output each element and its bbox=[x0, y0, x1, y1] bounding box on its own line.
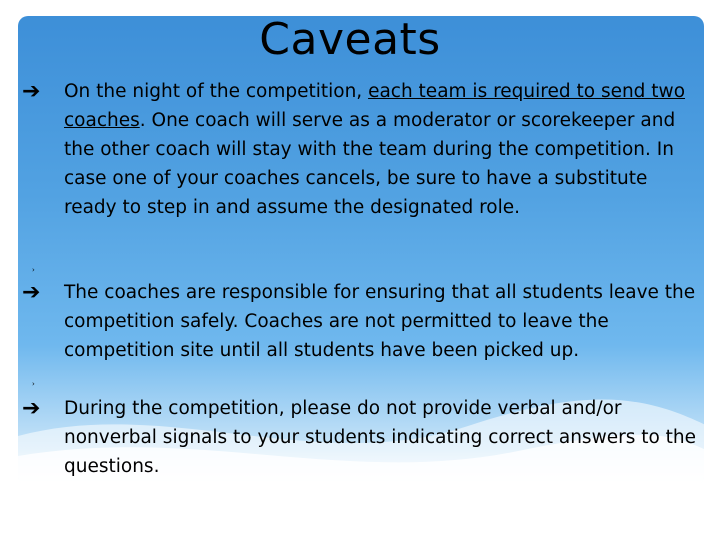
bullet-text bbox=[64, 77, 702, 222]
arrow-bullet-icon: ➔ bbox=[22, 396, 41, 421]
bullet-text-part: . One coach will serve as a moderator or scorekeeper and the other coach will stay with the team during the competition. In case one of your coaches cancels, be sure to have a substitute ready to step in and assume the designated role. bbox=[64, 110, 676, 218]
bullet-item bbox=[22, 394, 702, 481]
arrow-bullet-icon: ➔ bbox=[22, 280, 41, 305]
small-bullet-icon: › bbox=[32, 266, 35, 274]
bullet-text: The coaches are responsible for ensuring that all students leave the competition safely. Coaches are not permitted to leave the competition site until all students have been picked up. bbox=[64, 282, 696, 361]
slide-title: Caveats bbox=[259, 14, 441, 65]
small-bullet-icon: › bbox=[32, 380, 35, 388]
bullet-text-part: On the night of the competition, bbox=[64, 81, 369, 102]
bullet-item bbox=[22, 77, 702, 222]
underlined-requirement: each team is required to send two coaches bbox=[64, 81, 686, 131]
bullet-item bbox=[22, 278, 702, 365]
bullet-text: During the competition, please do not provide verbal and/or nonverbal signals to your students indicating correct answers to the questions. bbox=[64, 398, 697, 477]
arrow-bullet-icon: ➔ bbox=[22, 79, 41, 104]
